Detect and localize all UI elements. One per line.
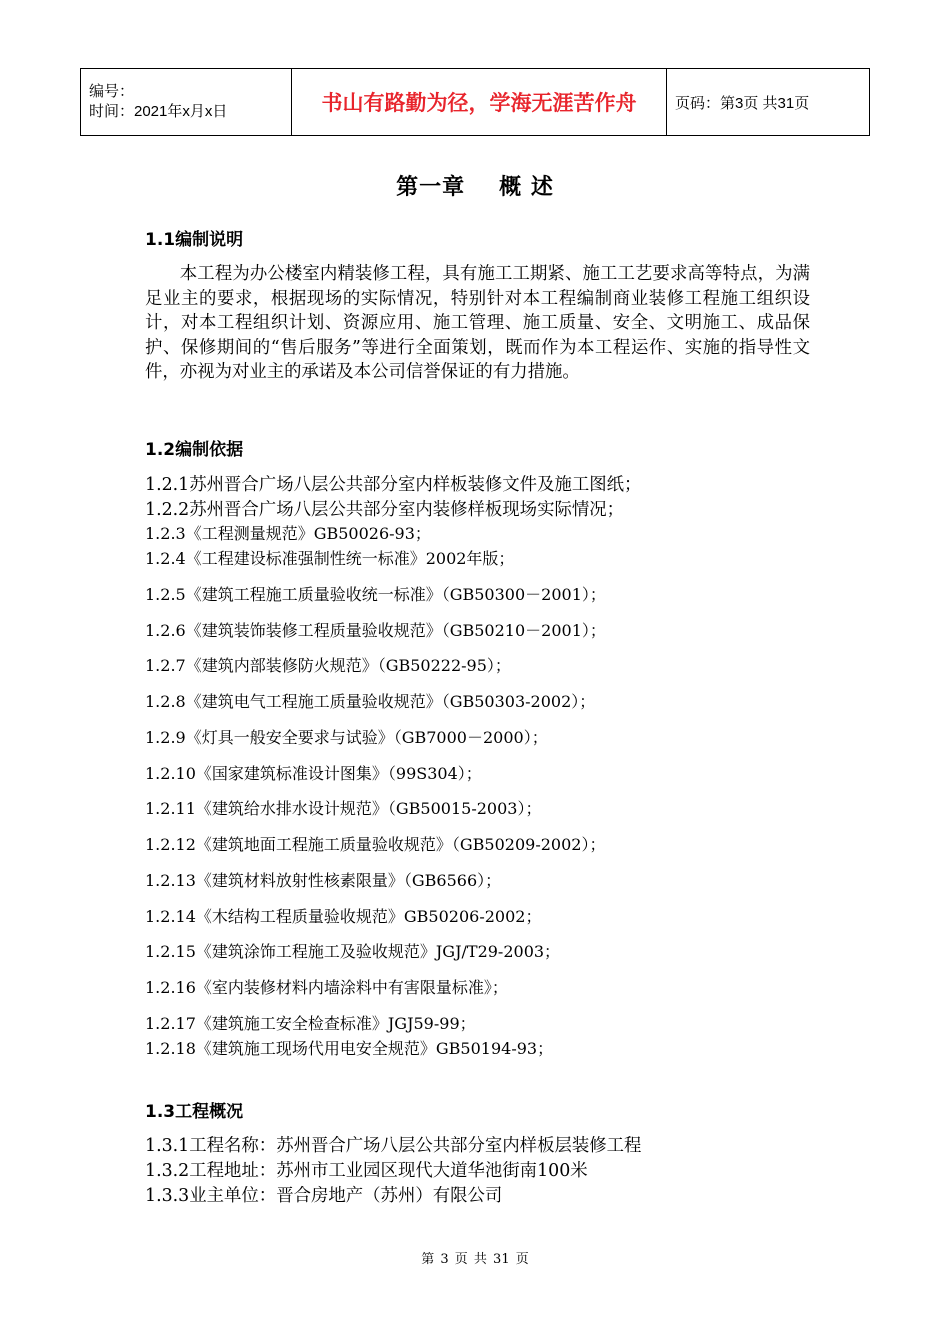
section-title-1-1: 1.1编制说明 bbox=[145, 230, 244, 250]
document-header bbox=[80, 68, 870, 136]
chapter-number: 第一章 bbox=[396, 175, 466, 200]
basis-item: 1.2.1苏州晋合广场八层公共部分室内样板装修文件及施工图纸； bbox=[145, 475, 642, 495]
basis-item: 1.2.13《建筑材料放射性核素限量》（GB6566）； bbox=[145, 871, 502, 890]
page-footer: 第 3 页 共 31 页 bbox=[421, 1252, 529, 1267]
basis-item: 1.2.17《建筑施工安全检查标准》JGJ59-99； bbox=[145, 1014, 476, 1033]
basis-item: 1.2.9《灯具一般安全要求与试验》（GB7000－2000）； bbox=[145, 728, 548, 747]
chapter-title bbox=[0, 170, 950, 201]
basis-item: 1.2.14《木结构工程质量验收规范》GB50206-2002； bbox=[145, 907, 542, 926]
basis-item: 1.2.11《建筑给水排水设计规范》（GB50015-2003）； bbox=[145, 799, 542, 818]
basis-item: 1.2.12《建筑地面工程施工质量验收规范》（GB50209-2002）； bbox=[145, 835, 606, 854]
document-number-label: 编号： bbox=[89, 83, 135, 100]
header-page-code: 页码：第3页 共31页 bbox=[667, 69, 870, 136]
header-motto: 书山有路勤为径，学海无涯苦作舟 bbox=[292, 69, 667, 136]
document-time-label: 时间：2021年x月x日 bbox=[89, 103, 228, 120]
basis-item: 1.2.15《建筑涂饰工程施工及验收规范》JGJ/T29-2003； bbox=[145, 942, 561, 961]
basis-item: 1.2.16《室内装修材料内墙涂料中有害限量标准》； bbox=[145, 978, 508, 997]
basis-item: 1.2.7《建筑内部装修防火规范》（GB50222-95）； bbox=[145, 656, 511, 675]
section-1-1-paragraph: 本工程为办公楼室内精装修工程，具有施工工期紧、施工工艺要求高等特点，为满足业主的要求，根据现场的实际情况，特别针对本工程编制商业装修工程施工组织设计，对本工程组织计划、资源应用、施工管理、施工质量、安全、文明施工、成品保护、保修期间的“售后服务”等进行全面策划，既而作为本工程运作、实施的指导性文件，亦视为对业主的承诺及本公司信誉保证的有力措施。 bbox=[145, 264, 810, 383]
header-meta-cell bbox=[81, 69, 292, 136]
section-title-1-3: 1.3工程概况 bbox=[145, 1102, 244, 1122]
overview-item: 1.3.1工程名称：苏州晋合广场八层公共部分室内样板层装修工程 bbox=[145, 1136, 642, 1156]
section-title-1-2: 1.2编制依据 bbox=[145, 440, 244, 460]
chapter-name: 概 述 bbox=[499, 175, 554, 200]
overview-item: 1.3.3业主单位：晋合房地产（苏州）有限公司 bbox=[145, 1186, 503, 1206]
basis-item: 1.2.10《国家建筑标准设计图集》（99S304）； bbox=[145, 764, 482, 783]
basis-item: 1.2.4《工程建设标准强制性统一标准》2002年版； bbox=[145, 549, 515, 568]
basis-item: 1.2.3《工程测量规范》GB50026-93； bbox=[145, 524, 431, 543]
basis-item: 1.2.5《建筑工程施工质量验收统一标准》（GB50300－2001）； bbox=[145, 585, 606, 604]
overview-item: 1.3.2工程地址：苏州市工业园区现代大道华池街南100米 bbox=[145, 1161, 588, 1181]
basis-item: 1.2.6《建筑装饰装修工程质量验收规范》（GB50210－2001）； bbox=[145, 621, 606, 640]
basis-item: 1.2.8《建筑电气工程施工质量验收规范》（GB50303-2002）； bbox=[145, 692, 596, 711]
basis-item: 1.2.2苏州晋合广场八层公共部分室内装修样板现场实际情况； bbox=[145, 500, 625, 520]
basis-item: 1.2.18《建筑施工现场代用电安全规范》GB50194-93； bbox=[145, 1039, 554, 1058]
